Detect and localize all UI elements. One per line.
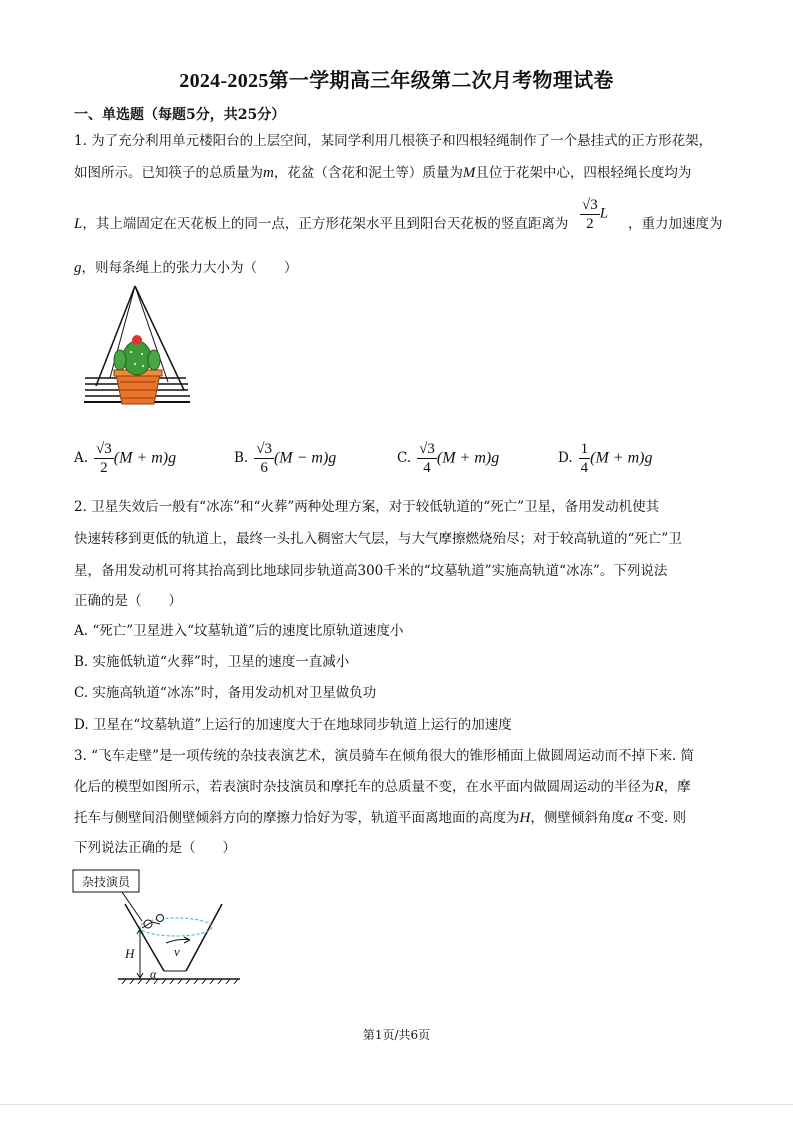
q1-line-1: 1. 为了充分利用单元楼阳台的上层空间，某同学利用几根筷子和四根轻绳制作了一个悬挂式的正方形花架， [74, 133, 713, 149]
q1-line-3: L，其上端固定在天花板上的同一点，正方形花架水平且到阳台天花板的竖直距离为 [74, 216, 569, 232]
q3-line-4: 下列说法正确的是（ ） [74, 840, 236, 856]
q2-option-d[interactable]: D. 卫星在“坟墓轨道”上运行的加速度大于在地球同步轨道上运行的加速度 [74, 717, 512, 733]
q2-option-c[interactable]: C. 实施高轨道“冰冻”时，备用发动机对卫星做负功 [74, 685, 377, 701]
q3-line-2: 化后的模型如图所示，若表演时杂技演员和摩托车的总质量不变，在水平面内做圆周运动的半径为R，摩 [74, 779, 691, 795]
figure-cone-wall [70, 866, 250, 996]
q3-line-1: 3. “飞车走壁”是一项传统的杂技表演艺术，演员骑车在倾角很大的锥形桶面上做圆周运动而不掉下来. 简 [74, 748, 695, 764]
performer-label: 杂技演员 [81, 875, 131, 889]
q2-option-a[interactable]: A. “死亡”卫星进入“坟墓轨道”后的速度比原轨道速度小 [74, 623, 404, 639]
section-heading: 一、单选题（每题5分，共25分） [74, 107, 286, 123]
angle-label: α [150, 967, 157, 981]
q1-option-b[interactable]: B. $\frac{√3}{6}$ (M − m)g [234, 441, 337, 476]
q1-option-a[interactable]: A. $\frac{√3}{2}$ (M + m)g [74, 441, 177, 476]
velocity-label: v [174, 944, 180, 959]
q2-line-4: 正确的是（ ） [74, 593, 182, 609]
figure-flower-rack [80, 282, 195, 412]
q2-option-b[interactable]: B. 实施低轨道“火葬”时，卫星的速度一直减小 [74, 654, 350, 670]
height-label: H [125, 946, 135, 961]
flower-pot [116, 374, 160, 404]
q1-line-3b: ，重力加速度为 [628, 216, 723, 232]
q3-line-3: 托车与侧壁间沿侧壁倾斜方向的摩擦力恰好为零，轨道平面离地面的高度为H，侧壁倾斜角度α 不变. 则 [74, 810, 687, 826]
q1-fraction: $\frac{√3}{2}$ L [582, 197, 609, 232]
q1-option-c[interactable]: C. $\frac{√3}{4}$ (M + m)g [397, 441, 500, 476]
bottom-rule [0, 1104, 793, 1105]
q2-line-2: 快速转移到更低的轨道上，最终一头扎入稠密大气层，与大气摩擦燃烧殆尽；对于较高轨道的“死亡”卫 [74, 531, 682, 547]
cactus [123, 341, 151, 375]
q2-line-3: 星，备用发动机可将其抬高到比地球同步轨道高300千米的“坟墓轨道”实施高轨道“冰冻”。下列说法 [74, 563, 668, 579]
page-footer: 第1页/共6页 [362, 1028, 431, 1042]
q1-line-4: g，则每条绳上的张力大小为（ ） [74, 260, 298, 276]
q1-option-d[interactable]: D. $\frac{1}{4}$ (M + m)g [558, 441, 653, 476]
q2-line-1: 2. 卫星失效后一般有“冰冻”和“火葬”两种处理方案，对于较低轨道的“死亡”卫星，备用发动机使其 [74, 499, 660, 515]
page-title: 2024-2025第一学期高三年级第二次月考物理试卷 [179, 70, 614, 92]
q1-line-2: 如图所示。已知筷子的总质量为m，花盆（含花和泥土等）质量为M且位于花架中心，四根轻绳长度均为 [74, 165, 692, 181]
